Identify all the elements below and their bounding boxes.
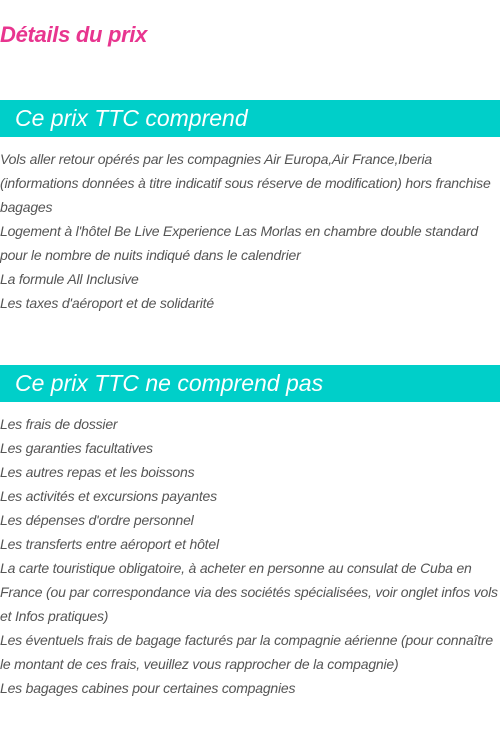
included-item: Vols aller retour opérés par les compagnies Air Europa,Air France,Iberia (informations données à titre indicatif sous réserve de modification) hors franchise bagages xyxy=(0,151,491,215)
excluded-item: La carte touristique obligatoire, à acheter en personne au consulat de Cuba en France (ou par correspondance via des sociétés spécialisées, voir onglet infos vols et Infos pratiques) xyxy=(0,560,498,624)
excluded-item: Les transferts entre aéroport et hôtel xyxy=(0,536,219,552)
excluded-item: Les garanties facultatives xyxy=(0,440,153,456)
excluded-section-header: Ce prix TTC ne comprend pas xyxy=(0,365,500,402)
included-section-header: Ce prix TTC comprend xyxy=(0,100,500,137)
excluded-items-list xyxy=(0,412,500,700)
excluded-item: Les frais de dossier xyxy=(0,416,118,432)
excluded-item: Les bagages cabines pour certaines compagnies xyxy=(0,680,296,696)
included-item: Les taxes d'aéroport et de solidarité xyxy=(0,295,214,311)
excluded-item: Les éventuels frais de bagage facturés par la compagnie aérienne (pour connaître le montant de ces frais, veuillez vous rapprocher de la compagnie) xyxy=(0,632,493,672)
included-item: Logement à l'hôtel Be Live Experience Las Morlas en chambre double standard pour le nombre de nuits indiqué dans le calendrier xyxy=(0,223,478,263)
page-title: Détails du prix xyxy=(0,22,148,47)
excluded-item: Les dépenses d'ordre personnel xyxy=(0,512,194,528)
excluded-item: Les autres repas et les boissons xyxy=(0,464,195,480)
included-item: La formule All Inclusive xyxy=(0,271,139,287)
excluded-item: Les activités et excursions payantes xyxy=(0,488,217,504)
included-items-list xyxy=(0,147,500,315)
